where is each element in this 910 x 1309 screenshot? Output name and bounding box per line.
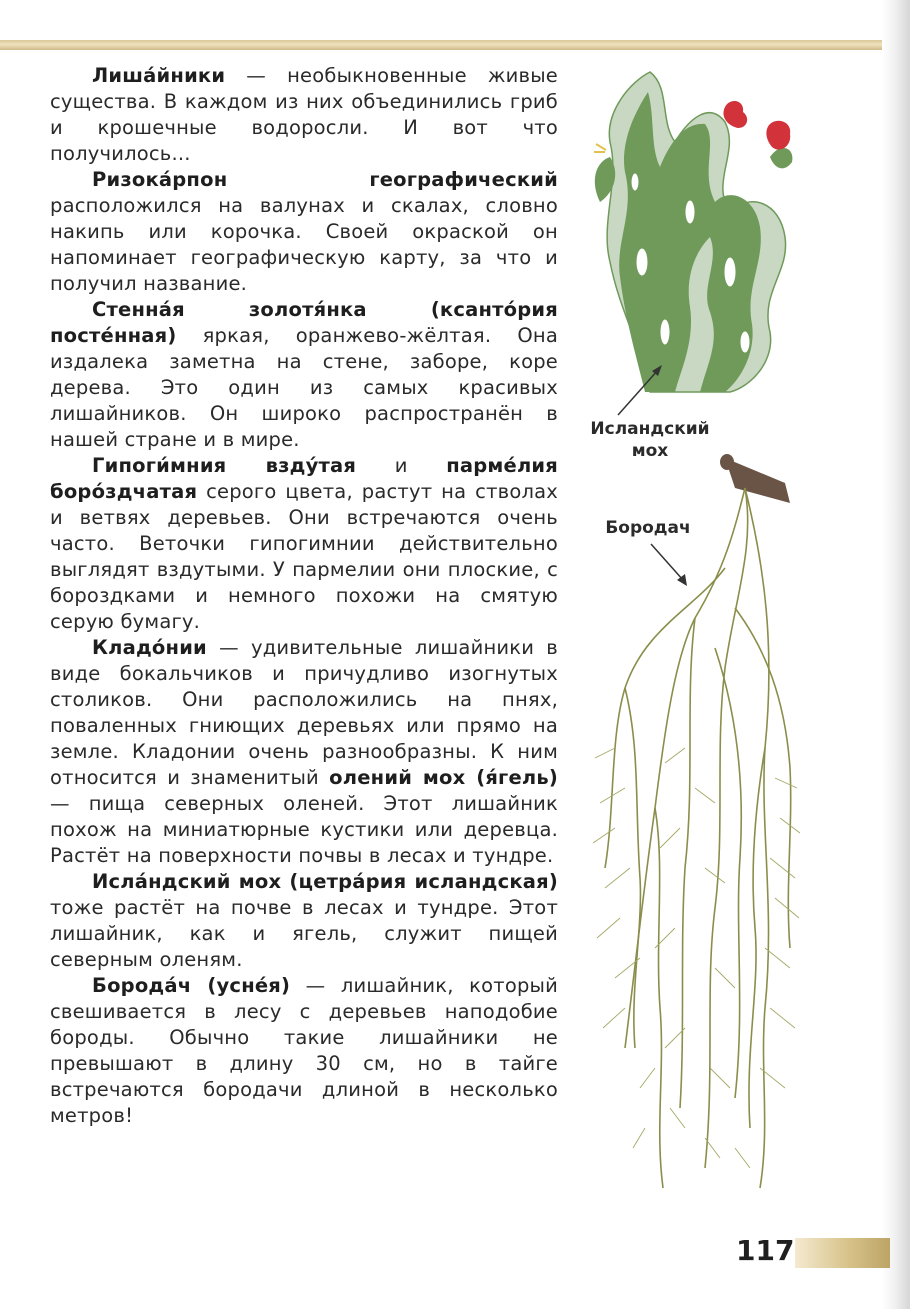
text-run: тоже растёт на почве в лесах и тундре. Этот лишайник, как и ягель, служит пищей северным оленям. bbox=[50, 896, 558, 971]
paragraph bbox=[50, 869, 558, 973]
text-run: серого цвета, растут на стволах и ветвях деревьев. Они встречаются очень часто. Веточки гипогимнии действительно выглядят вздутыми. У пармелии они плоские, с бороздками и немного похожи на смятую серую бумагу. bbox=[50, 480, 558, 633]
text-run: яркая, оранжево-жёлтая. Она издалека заметна на стене, заборе, коре дерева. Это один из самых красивых лишайников. Он широко распространён в нашей стране и в мире. bbox=[50, 324, 558, 451]
top-rule bbox=[0, 40, 885, 50]
bold-term: Ризока́рпон географический bbox=[92, 168, 558, 191]
iceland-moss-label: Исландский мох bbox=[590, 419, 710, 461]
text-run: — лишайник, который свешивается в лесу с деревьев наподобие бороды. Обычно такие лишайники не превышают в длину 30 см, но в тайге встречаются бородачи длиной в несколько метров! bbox=[50, 974, 558, 1127]
bold-term: Кладо́нии bbox=[92, 636, 207, 659]
paragraph bbox=[50, 635, 558, 869]
page-edge-shadow bbox=[882, 0, 910, 1309]
text-run: и bbox=[356, 454, 447, 477]
text-run: расположился на валунах и скалах, словно накипь или корочка. Своей окраской он напоминает географическую карту, за что и получил название. bbox=[50, 194, 558, 295]
paragraph bbox=[50, 453, 558, 635]
bold-term: Гипоги́мния взду́тая bbox=[92, 454, 357, 477]
iceland-moss-pointer bbox=[610, 360, 670, 420]
paragraph bbox=[50, 167, 558, 297]
text-run: — пища северных оленей. Этот лишайник похож на миниатюрные кустики или деревца. Растёт на поверхности почвы в лесах и тундре. bbox=[50, 792, 558, 867]
bold-term: Исла́ндский мох (цетра́рия исландская) bbox=[92, 870, 558, 893]
usnea-illustration bbox=[585, 448, 805, 1208]
paragraph bbox=[50, 63, 558, 167]
paragraph bbox=[50, 973, 558, 1129]
text-run: — необыкновенные живые существа. В каждом из них объединились гриб и крошечные водоросли. И вот что получилось... bbox=[50, 64, 558, 165]
bold-term: Борода́ч (усне́я) bbox=[92, 974, 291, 997]
usnea-label: Бородач bbox=[605, 518, 691, 538]
bold-term: Стенна́я золотя́нка (ксанто́рия посте́нная) bbox=[50, 298, 558, 347]
bold-term: Лиша́йники bbox=[92, 64, 226, 87]
bold-term: олений мох (я́гель) bbox=[329, 766, 559, 789]
iceland-moss-illustration bbox=[580, 62, 810, 402]
text-column bbox=[50, 63, 558, 1129]
bold-term: парме́лия боро́здчатая bbox=[50, 454, 559, 503]
page-number-tab bbox=[795, 1238, 890, 1268]
paragraph bbox=[50, 297, 558, 453]
text-run: — удивительные лишайники в виде бокальчиков и причудливо изогнутых столиков. Они расположились на пнях, поваленных гниющих деревьях или прямо на земле. Кладонии очень разнообразны. К ним относится и знаменитый bbox=[50, 636, 558, 789]
page-number: 117 bbox=[736, 1234, 795, 1267]
usnea-pointer bbox=[645, 540, 695, 590]
